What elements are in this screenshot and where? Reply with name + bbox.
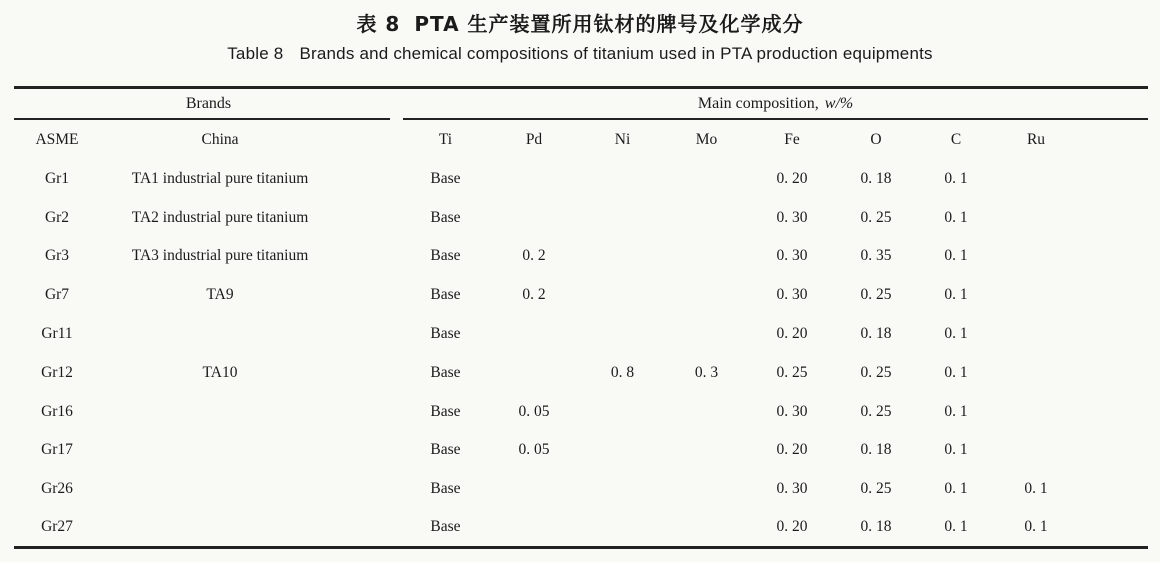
cell-ni bbox=[580, 509, 665, 548]
column-header-c: C bbox=[950, 130, 962, 148]
table-caption-zh bbox=[0, 8, 1160, 37]
table-row bbox=[14, 198, 1148, 237]
cell-c: 0. 1 bbox=[944, 325, 968, 343]
spacer-cell bbox=[1076, 509, 1148, 548]
table-caption-en bbox=[0, 44, 1160, 64]
column-header-ru: Ru bbox=[1026, 130, 1046, 148]
cell-pd bbox=[488, 315, 580, 354]
titanium-composition-table bbox=[14, 86, 1148, 549]
cell-ti: Base bbox=[430, 518, 461, 536]
cell-ti: Base bbox=[430, 169, 461, 187]
cell-c: 0. 1 bbox=[944, 247, 968, 265]
cell-fe: 0. 20 bbox=[776, 169, 808, 187]
cell-mo bbox=[665, 431, 748, 470]
cell-o: 0. 25 bbox=[860, 208, 892, 226]
table-row bbox=[14, 470, 1148, 509]
cell-pd: 0. 05 bbox=[518, 441, 550, 459]
column-header-ni: Ni bbox=[614, 130, 631, 148]
table-row bbox=[14, 160, 1148, 199]
spacer-cell bbox=[340, 470, 403, 509]
cell-ti: Base bbox=[430, 286, 461, 304]
cell-fe: 0. 30 bbox=[776, 286, 808, 304]
cell-ti: Base bbox=[430, 480, 461, 498]
cell-pd: 0. 2 bbox=[522, 247, 546, 265]
spacer-cell bbox=[1076, 470, 1148, 509]
cell-mo bbox=[665, 509, 748, 548]
cell-mo: 0. 3 bbox=[694, 363, 719, 381]
cell-ti: Base bbox=[430, 441, 461, 459]
cell-o: 0. 18 bbox=[860, 325, 892, 343]
cell-mo bbox=[665, 276, 748, 315]
cell-fe: 0. 30 bbox=[776, 480, 808, 498]
cell-c: 0. 1 bbox=[944, 402, 968, 420]
table-row bbox=[14, 509, 1148, 548]
cell-china bbox=[100, 392, 340, 431]
table-caption-zh-label: 表 8 bbox=[356, 12, 401, 36]
cell-mo bbox=[665, 237, 748, 276]
cell-china: TA3 industrial pure titanium bbox=[131, 247, 309, 265]
cell-mo bbox=[665, 160, 748, 199]
group-header-row bbox=[14, 88, 1148, 120]
spacer-cell bbox=[340, 276, 403, 315]
group-header-brands: Brands bbox=[14, 88, 403, 120]
cell-o: 0. 25 bbox=[860, 402, 892, 420]
main-composition-label: Main composition, bbox=[697, 95, 819, 113]
cell-fe: 0. 30 bbox=[776, 402, 808, 420]
cell-fe: 0. 20 bbox=[776, 518, 808, 536]
cell-asme: Gr7 bbox=[44, 286, 70, 304]
spacer-cell bbox=[1076, 276, 1148, 315]
cell-c: 0. 1 bbox=[944, 518, 968, 536]
cell-ru bbox=[996, 237, 1076, 276]
table-body bbox=[14, 160, 1148, 548]
table-row bbox=[14, 392, 1148, 431]
cell-mo bbox=[665, 315, 748, 354]
cell-ni bbox=[580, 431, 665, 470]
cell-c: 0. 1 bbox=[944, 208, 968, 226]
main-composition-unit: w/% bbox=[824, 95, 854, 113]
cell-ni bbox=[580, 470, 665, 509]
cell-pd: 0. 05 bbox=[518, 402, 550, 420]
cell-o: 0. 18 bbox=[860, 169, 892, 187]
cell-china: TA10 bbox=[202, 363, 238, 381]
cell-ru bbox=[996, 276, 1076, 315]
spacer-cell bbox=[340, 392, 403, 431]
cell-asme: Gr11 bbox=[41, 325, 73, 343]
spacer-cell bbox=[1076, 431, 1148, 470]
cell-china: TA2 industrial pure titanium bbox=[131, 208, 309, 226]
cell-pd bbox=[488, 198, 580, 237]
cell-fe: 0. 20 bbox=[776, 325, 808, 343]
cell-asme: Gr12 bbox=[41, 363, 73, 381]
cell-china: TA9 bbox=[206, 286, 234, 304]
spacer-cell bbox=[340, 237, 403, 276]
cell-ni bbox=[580, 392, 665, 431]
cell-ru bbox=[996, 160, 1076, 199]
table-row bbox=[14, 237, 1148, 276]
spacer-cell bbox=[340, 160, 403, 199]
cell-fe: 0. 30 bbox=[776, 208, 808, 226]
cell-china bbox=[100, 509, 340, 548]
cell-pd: 0. 2 bbox=[522, 286, 546, 304]
cell-fe: 0. 25 bbox=[776, 363, 808, 381]
cell-asme: Gr3 bbox=[44, 247, 70, 265]
cell-fe: 0. 20 bbox=[776, 441, 808, 459]
spacer-cell bbox=[1076, 198, 1148, 237]
cell-ti: Base bbox=[430, 363, 461, 381]
cell-o: 0. 18 bbox=[860, 518, 892, 536]
column-header-ti: Ti bbox=[438, 130, 453, 148]
cell-ni bbox=[580, 315, 665, 354]
table-caption-en-label: Table 8 bbox=[227, 44, 284, 63]
cell-mo bbox=[665, 198, 748, 237]
cell-ru: 0. 1 bbox=[1024, 518, 1048, 536]
spacer-cell bbox=[1076, 160, 1148, 199]
cell-ni bbox=[580, 237, 665, 276]
table-row bbox=[14, 276, 1148, 315]
group-header-main-composition bbox=[403, 88, 1148, 120]
cell-ti: Base bbox=[430, 208, 461, 226]
column-header-row bbox=[14, 120, 1148, 160]
cell-pd bbox=[488, 509, 580, 548]
cell-ru bbox=[996, 353, 1076, 392]
cell-ru bbox=[996, 431, 1076, 470]
cell-ti: Base bbox=[430, 247, 461, 265]
column-header-mo: Mo bbox=[695, 130, 718, 148]
cell-pd bbox=[488, 470, 580, 509]
table-caption-en-text: Brands and chemical compositions of titanium used in PTA production equipments bbox=[299, 44, 933, 63]
table-row bbox=[14, 353, 1148, 392]
spacer-cell bbox=[340, 315, 403, 354]
cell-pd bbox=[488, 160, 580, 199]
column-header-asme: ASME bbox=[35, 130, 79, 148]
cell-fe: 0. 30 bbox=[776, 247, 808, 265]
cell-ni: 0. 8 bbox=[610, 363, 635, 381]
cell-china bbox=[100, 431, 340, 470]
column-header-fe: Fe bbox=[784, 130, 800, 148]
cell-mo bbox=[665, 392, 748, 431]
cell-ti: Base bbox=[430, 402, 461, 420]
cell-o: 0. 35 bbox=[860, 247, 892, 265]
spacer-cell bbox=[340, 431, 403, 470]
cell-o: 0. 25 bbox=[860, 363, 892, 381]
cell-china bbox=[100, 470, 340, 509]
table-caption-zh-text: PTA 生产装置所用钛材的牌号及化学成分 bbox=[414, 12, 804, 36]
column-header-pd: Pd bbox=[525, 130, 543, 148]
cell-c: 0. 1 bbox=[944, 286, 968, 304]
cell-c: 0. 1 bbox=[944, 480, 968, 498]
table-row bbox=[14, 431, 1148, 470]
cell-o: 0. 25 bbox=[860, 480, 892, 498]
cell-ni bbox=[580, 276, 665, 315]
cell-c: 0. 1 bbox=[944, 169, 968, 187]
spacer-cell bbox=[1076, 353, 1148, 392]
cell-asme: Gr26 bbox=[41, 480, 73, 498]
cell-ru bbox=[996, 392, 1076, 431]
cell-ru bbox=[996, 315, 1076, 354]
cell-ru bbox=[996, 198, 1076, 237]
cell-china bbox=[100, 315, 340, 354]
cell-c: 0. 1 bbox=[944, 441, 968, 459]
column-header-china: China bbox=[201, 130, 239, 148]
cell-pd bbox=[488, 353, 580, 392]
spacer-cell bbox=[340, 198, 403, 237]
spacer-cell bbox=[340, 353, 403, 392]
spacer-cell bbox=[1076, 315, 1148, 354]
cell-ru: 0. 1 bbox=[1024, 480, 1048, 498]
cell-o: 0. 18 bbox=[860, 441, 892, 459]
cell-asme: Gr2 bbox=[44, 208, 70, 226]
cell-ti: Base bbox=[430, 325, 461, 343]
cell-ni bbox=[580, 160, 665, 199]
cell-asme: Gr27 bbox=[41, 518, 73, 536]
cell-o: 0. 25 bbox=[860, 286, 892, 304]
cell-asme: Gr16 bbox=[41, 402, 73, 420]
cell-china: TA1 industrial pure titanium bbox=[131, 169, 309, 187]
spacer-cell bbox=[1076, 237, 1148, 276]
spacer-cell bbox=[340, 509, 403, 548]
table-row bbox=[14, 315, 1148, 354]
spacer-cell bbox=[1076, 120, 1148, 160]
spacer-cell bbox=[340, 120, 403, 160]
cell-c: 0. 1 bbox=[944, 363, 968, 381]
spacer-cell bbox=[1076, 392, 1148, 431]
column-header-o: O bbox=[870, 130, 882, 148]
cell-ni bbox=[580, 198, 665, 237]
cell-mo bbox=[665, 470, 748, 509]
cell-asme: Gr17 bbox=[41, 441, 73, 459]
cell-asme: Gr1 bbox=[44, 169, 70, 187]
